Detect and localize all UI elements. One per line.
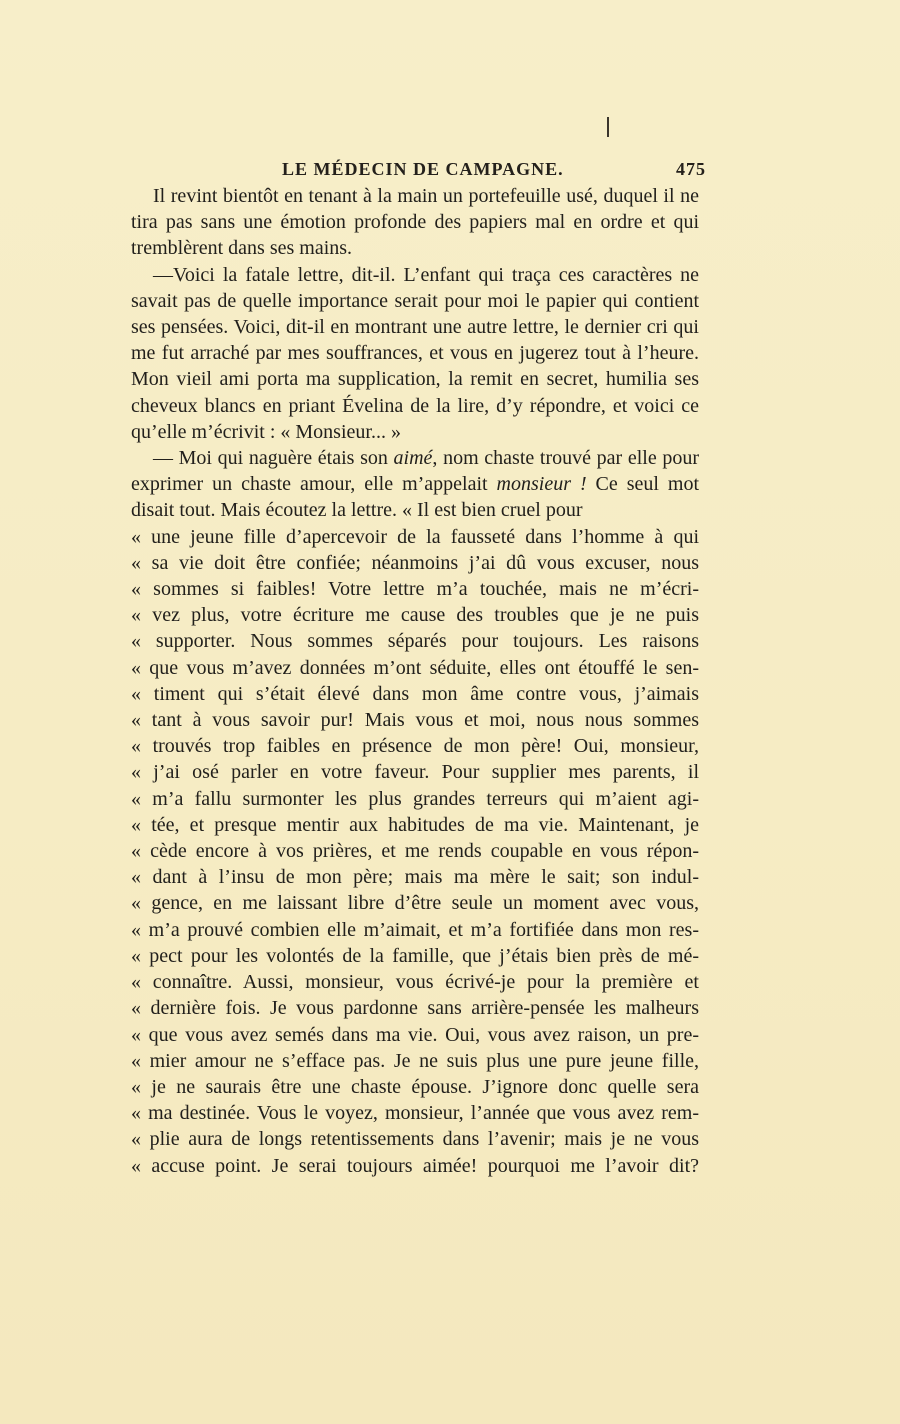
quoted-line: « supporter. Nous sommes séparés pour toujours. Les raisons (131, 630, 699, 653)
quoted-line: « accuse point. Je serai toujours aimée! pourquoi me l’avoir dit? (131, 1154, 699, 1177)
quoted-line: « vez plus, votre écriture me cause des troubles que je ne puis (131, 604, 699, 627)
quoted-line: « que vous m’avez données m’ont séduite, elles ont étouffé le sen- (131, 656, 699, 679)
quoted-line: « trouvés trop faibles en présence de mon père! Oui, monsieur, (131, 735, 699, 758)
quoted-line: « timent qui s’était élevé dans mon âme contre vous, j’aimais (131, 682, 699, 705)
paragraph-3-text-c: Ce seul mot disait tout. Mais écoutez la lettre. « Il est bien cruel pour (131, 473, 700, 522)
margin-mark (607, 117, 609, 137)
body-text (131, 183, 699, 1179)
quoted-letter (131, 524, 699, 1179)
page-number: 475 (676, 159, 706, 179)
running-title: LE MÉDECIN DE CAMPAGNE. (282, 159, 564, 179)
quoted-line: « que vous avez semés dans ma vie. Oui, vous avez raison, un pre- (131, 1023, 699, 1046)
quoted-line: « plie aura de longs retentissements dans l’avenir; mais je ne vous (131, 1128, 699, 1151)
quoted-line: « cède encore à vos prières, et me rends coupable en vous répon- (131, 840, 699, 863)
quoted-line: « j’ai osé parler en votre faveur. Pour supplier mes parents, il (131, 761, 699, 784)
quoted-line: « pect pour les volontés de la famille, que j’étais bien près de mé- (131, 944, 699, 967)
quoted-line: « m’a prouvé combien elle m’aimait, et m’a fortifiée dans mon res- (131, 918, 699, 941)
quoted-line: « mier amour ne s’efface pas. Je ne suis plus une pure jeune fille, (131, 1049, 699, 1072)
quoted-line: « je ne saurais être une chaste épouse. J’ignore donc quelle sera (131, 1075, 699, 1098)
paragraph-3-text-a: — Moi qui naguère étais son (153, 447, 394, 470)
quoted-line: « tée, et presque mentir aux habitudes de ma vie. Maintenant, je (131, 813, 699, 836)
paragraph-3-text-b: , nom chaste trouvé par elle pour exprimer un chaste amour, elle m’appelait (131, 447, 700, 496)
quoted-line: « une jeune fille d’apercevoir de la fausseté dans l’homme à qui (131, 525, 699, 548)
italic-aime: aimé (393, 447, 433, 470)
quoted-line: « gence, en me laissant libre d’être seule un moment avec vous, (131, 892, 699, 915)
quoted-line: « sommes si faibles! Votre lettre m’a touchée, mais ne m’écri- (131, 578, 699, 601)
quoted-line: « tant à vous savoir pur! Mais vous et moi, nous nous sommes (131, 709, 699, 732)
quoted-line: « ma destinée. Vous le voyez, monsieur, l’année que vous avez rem- (131, 1102, 699, 1125)
quoted-line: « dant à l’insu de mon père; mais ma mère le sait; son indul- (131, 866, 699, 889)
italic-monsieur: monsieur ! (496, 473, 587, 496)
quoted-line: « dernière fois. Je vous pardonne sans arrière-pensée les malheurs (131, 997, 699, 1020)
quoted-line: « m’a fallu surmonter les plus grandes terreurs qui m’aient agi- (131, 787, 699, 810)
page-header (130, 159, 706, 185)
quoted-line: « connaître. Aussi, monsieur, vous écrivé-je pour la première et (131, 971, 699, 994)
paragraph-1: Il revint bientôt en tenant à la main un portefeuille usé, duquel il ne tira pas sans une émotion profonde des papiers mal en ordre et qui tremblèrent dans ses mains. (131, 185, 699, 260)
paragraph-2: —Voici la fatale lettre, dit-il. L’enfant qui traça ces caractères ne savait pas de quelle importance serait pour moi le papier qui contient ses pensées. Voici, dit-il en montrant une autre lettre, le dernier cri qui me fut arraché par mes souffrances, et vous en jugerez tout à l’heure. Mon vieil ami porta ma supplication, la remit en secret, humilia ses cheveux blancs en priant Évelina de la lire, d’y répondre, et voici ce qu’elle m’écrivit : « Monsieur... » (131, 263, 699, 443)
quoted-line: « sa vie doit être confiée; néanmoins j’ai dû vous excuser, nous (131, 551, 699, 574)
paragraph-3 (131, 445, 699, 524)
